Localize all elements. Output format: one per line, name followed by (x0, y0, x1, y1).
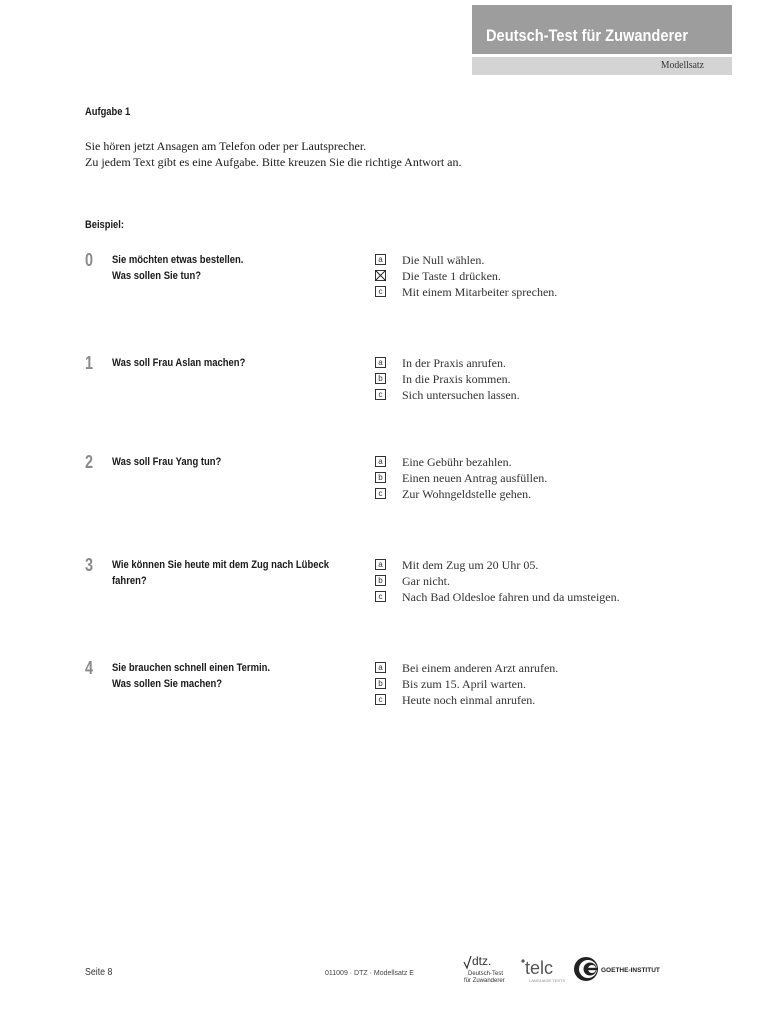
document-subtitle: Modellsatz (660, 59, 704, 71)
answer-option-text: Die Taste 1 drücken. (402, 269, 501, 283)
answer-option-text: Die Null wählen. (402, 253, 485, 267)
question-text (112, 454, 221, 470)
answer-option-text: Sich untersuchen lassen. (402, 388, 520, 402)
document-code: 011009 · DTZ · Modellsatz E (325, 970, 414, 977)
question-number: 0 (85, 250, 94, 270)
answer-checkbox[interactable]: c (375, 591, 386, 602)
question-text-line: Was sollen Sie tun? (112, 270, 202, 282)
question-text-line: Was soll Frau Yang tun? (112, 456, 222, 468)
answer-option-text: Heute noch einmal anrufen. (402, 693, 536, 707)
dtz-logo (460, 954, 512, 984)
answer-option-text: Eine Gebühr bezahlen. (402, 455, 512, 469)
question-number: 1 (85, 353, 94, 373)
dtz-logo-line2: Deutsch-Test (468, 971, 504, 977)
answer-checkbox[interactable]: a (375, 357, 386, 368)
answer-checkbox[interactable]: b (375, 575, 386, 586)
goethe-logo-text: GOETHE-INSTITUT (601, 967, 660, 974)
question-text-line: Sie brauchen schnell einen Termin. (112, 662, 271, 674)
telc-logo (520, 955, 566, 985)
answer-checkbox[interactable]: c (375, 286, 386, 297)
dtz-logo-mark-icon (460, 954, 512, 984)
answer-option-text: Zur Wohngeldstelle gehen. (402, 487, 532, 501)
answer-option-text: Nach Bad Oldesloe fahren und da umsteigen. (402, 590, 620, 604)
answer-checkbox[interactable]: a (375, 559, 386, 570)
question-text-line: fahren? (112, 575, 147, 587)
question-text-line: Was sollen Sie machen? (112, 678, 223, 690)
question-number: 2 (85, 452, 94, 472)
question-text (112, 355, 245, 371)
question-number: 4 (85, 658, 94, 678)
dtz-logo-text: dtz. (472, 954, 492, 968)
header-title-box (472, 5, 732, 54)
question-text-line: Was soll Frau Aslan machen? (112, 357, 246, 369)
question-number: 3 (85, 555, 94, 575)
answer-checkbox[interactable]: c (375, 488, 386, 499)
answer-option-text: Einen neuen Antrag ausfüllen. (402, 471, 548, 485)
answer-checkbox[interactable]: c (375, 694, 386, 705)
intro-line-1: Sie hören jetzt Ansagen am Telefon oder per Lautsprecher. (85, 139, 367, 153)
answer-option-text: Bis zum 15. April warten. (402, 677, 526, 691)
telc-logo-mark-icon (520, 955, 566, 985)
telc-logo-sub: LANGUAGE TESTS (529, 978, 566, 983)
answer-checkbox[interactable]: a (375, 254, 386, 265)
section-title: Aufgabe 1 (85, 106, 131, 118)
answer-checkbox[interactable]: a (375, 456, 386, 467)
answer-option-text: In die Praxis kommen. (402, 372, 511, 386)
answer-option-text: Mit dem Zug um 20 Uhr 05. (402, 558, 539, 572)
telc-logo-text: telc (525, 958, 554, 978)
header-subtitle-box (472, 57, 732, 75)
question-text (112, 660, 270, 692)
answer-option-text: In der Praxis anrufen. (402, 356, 506, 370)
dtz-logo-line3: für Zuwanderer (464, 978, 505, 984)
answer-checkbox[interactable]: b (375, 678, 386, 689)
goethe-logo-mark-icon (573, 955, 663, 983)
question-text-line: Sie möchten etwas bestellen. (112, 254, 244, 266)
question-text (112, 557, 329, 589)
answer-checkbox[interactable]: a (375, 662, 386, 673)
answer-checkbox[interactable]: b (375, 472, 386, 483)
goethe-institut-logo (573, 955, 663, 983)
answer-option-text: Gar nicht. (402, 574, 450, 588)
intro-line-2: Zu jedem Text gibt es eine Aufgabe. Bitte kreuzen Sie die richtige Antwort an. (85, 155, 462, 169)
answer-checkbox[interactable]: b (375, 373, 386, 384)
answer-checkbox-checked[interactable] (375, 270, 386, 281)
answer-option-text: Mit einem Mitarbeiter sprechen. (402, 285, 558, 299)
answer-checkbox[interactable]: c (375, 389, 386, 400)
answer-option-text: Bei einem anderen Arzt anrufen. (402, 661, 559, 675)
example-label: Beispiel: (85, 219, 124, 231)
page-number: Seite 8 (85, 967, 113, 978)
document-title: Deutsch-Test für Zuwanderer (486, 26, 689, 45)
question-text-line: Wie können Sie heute mit dem Zug nach Lübeck (112, 559, 330, 571)
question-text (112, 252, 243, 284)
